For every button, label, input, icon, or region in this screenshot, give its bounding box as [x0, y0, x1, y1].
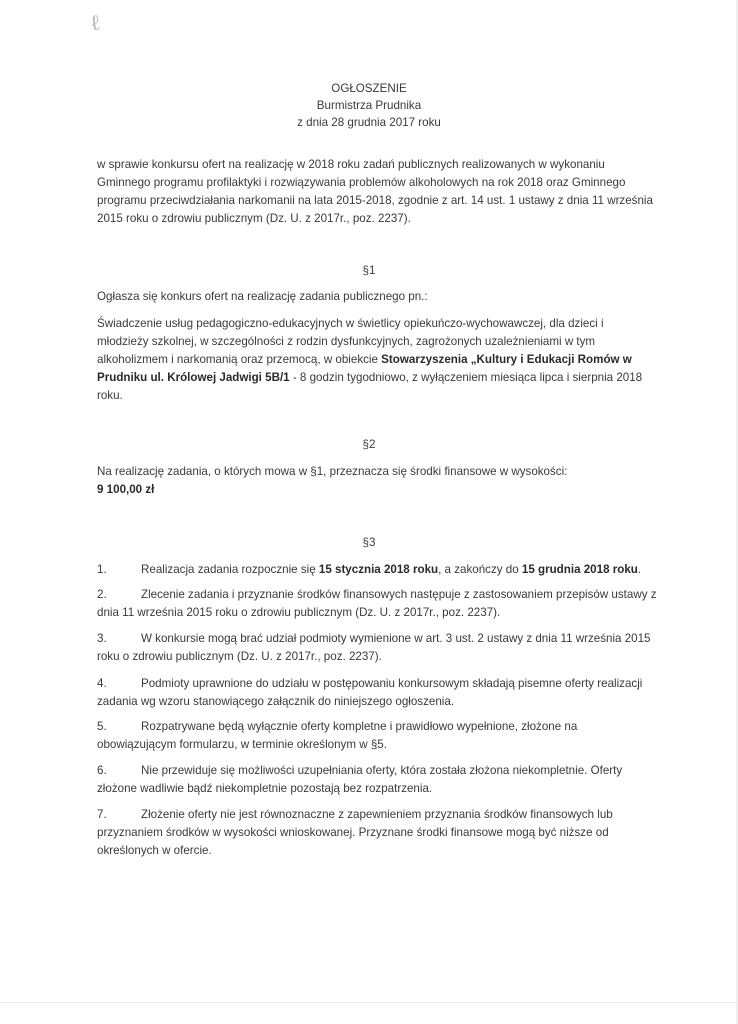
handwritten-mark-icon: ℓ: [88, 10, 102, 37]
document-title: OGŁOSZENIE: [331, 82, 407, 95]
list-item: [97, 630, 657, 666]
end-date: 15 grudnia 2018 roku: [521, 563, 638, 576]
list-item-text: , a zakończy do: [438, 563, 522, 576]
funding-amount: [97, 481, 657, 499]
list-item-text: Podmioty uprawnione do udziału w postępowaniu konkursowym składają pisemne oferty realizacji zadania wg wzoru stanowiącego załącznik do niniejszego ogłoszenia.: [97, 677, 643, 708]
list-item-number: 7.: [97, 808, 107, 821]
list-item-number: 6.: [97, 764, 107, 777]
start-date: 15 stycznia 2018 roku: [318, 563, 439, 576]
list-item: [97, 762, 657, 798]
list-item-text: W konkursie mogą brać udział podmioty wymienione w art. 3 ust. 2 ustawy z dnia 11 września 2015 roku o zdrowiu publicznym (Dz. U. z 2017r., poz. 2237).: [97, 632, 651, 663]
list-item-number: 3.: [97, 632, 107, 645]
list-item-text: Rozpatrywane będą wyłącznie oferty kompletne i prawidłowo wypełnione, złożone na obowiązującym formularzu, w terminie określonym w §5.: [97, 720, 578, 751]
section-1-lead: Ogłasza się konkurs ofert na realizację zadania publicznego pn.:: [97, 290, 428, 303]
list-item: [97, 718, 657, 754]
list-item-number: 5.: [97, 720, 107, 733]
list-item-text: Nie przewiduje się możliwości uzupełniania oferty, która została złożona niekompletnie. Oferty złożone wadliwie bądź niekompletnie pozostają bez rozpatrzenia.: [97, 764, 623, 795]
section-2-lead: Na realizację zadania, o których mowa w §1, przeznacza się środki finansowe w wysokości:: [97, 465, 568, 478]
list-item-text: Złożenie oferty nie jest równoznaczne z zapewnieniem przyznania środków finansowych lub przyznaniem środków w wysokości wnioskowanej. Przyznane środki finansowe mogą być niższe od określonych w ofercie.: [97, 808, 613, 857]
list-item: [97, 561, 657, 579]
list-item: [97, 586, 657, 622]
list-item: [97, 675, 657, 711]
organization-name: Stowarzyszenia „Kultury i Edukacji Romów w Prudniku ul. Królowej Jadwigi 5B/1: [97, 353, 632, 384]
list-item: [97, 806, 657, 860]
document-issuer: Burmistrza Prudnika: [316, 99, 422, 112]
list-item-text: Zlecenie zadania i przyznanie środków finansowych następuje z zastosowaniem przepisów ustawy z dnia 11 września 2015 roku o zdrowiu publicznym (Dz. U. z 2017r., poz. 2237).: [97, 588, 657, 619]
scan-artifact-line: [0, 1002, 738, 1003]
section-2-heading: §2: [362, 438, 376, 451]
section-1-body-text: Świadczenie usług pedagogiczno-edukacyjnych w świetlicy opiekuńczo-wychowawczej, dla dzieci i młodzieży szkolnej, w szczególności z rodzin dysfunkcyjnych, zagrożonych uzależnieniami w tym alkoholizmem i narkomanią oraz przemocą, w obiekcie: [97, 317, 604, 366]
list-item-number: 4.: [97, 677, 107, 690]
list-item-number: 1.: [97, 563, 107, 576]
funding-amount-value: 9 100,00 zł: [97, 483, 155, 496]
section-1-heading: §1: [362, 264, 376, 277]
list-item-number: 2.: [97, 588, 107, 601]
document-date: z dnia 28 grudnia 2017 roku: [297, 116, 441, 129]
section-1-body: [97, 315, 657, 405]
section-1-body-end: - 8 godzin tygodniowo, z wyłączeniem miesiąca lipca i sierpnia 2018 roku.: [97, 371, 643, 402]
intro-paragraph: w sprawie konkursu ofert na realizację w 2018 roku zadań publicznych realizowanych w wykonaniu Gminnego programu profilaktyki i rozwiązywania problemów alkoholowych na rok 2018 oraz Gminnego programu przeciwdziałania narkomanii na lata 2015-2018, zgodnie z art. 14 ust. 1 ustawy z dnia 11 września 2015 roku o zdrowiu publicznym (Dz. U. z 2017r., poz. 2237).: [97, 158, 653, 225]
list-item-text: .: [637, 563, 642, 576]
list-item-text: Realizacja zadania rozpocznie się: [141, 563, 319, 576]
section-3-heading: §3: [362, 536, 376, 549]
